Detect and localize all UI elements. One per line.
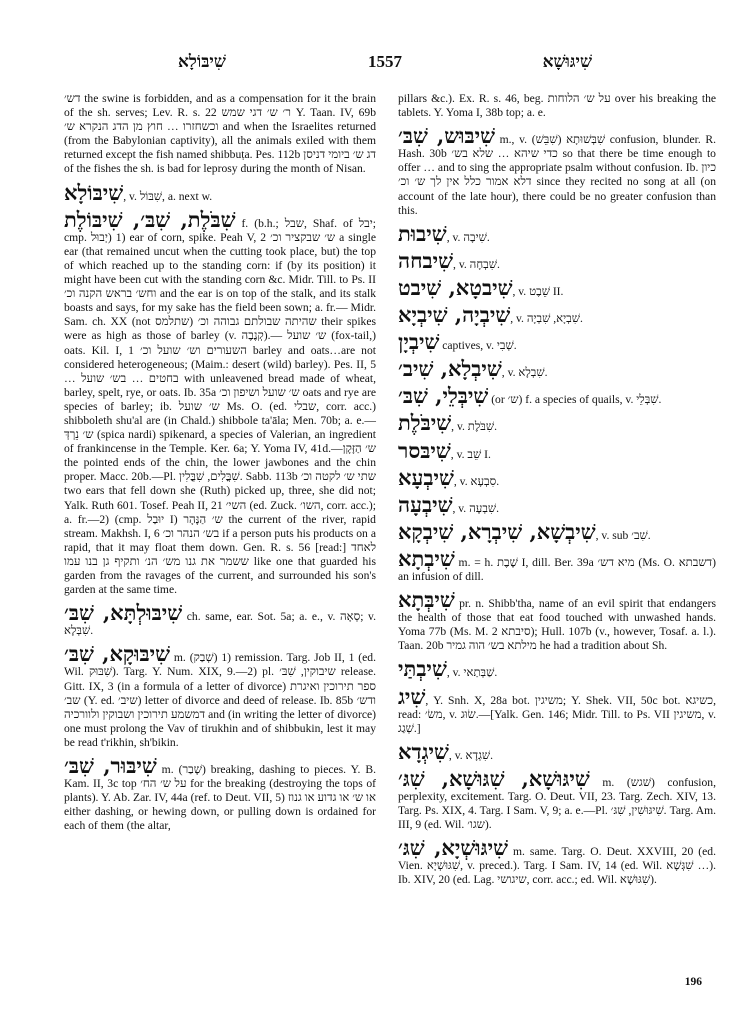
- running-header: [58, 50, 712, 78]
- dictionary-entry: [398, 385, 716, 407]
- right-continuation: pillars &c.). Ex. R. s. 46, beg. על ש׳ הלוחות over his breaking the tablets. Y. Yoma I, 38b top; a. e.: [398, 92, 717, 120]
- entry-definition: m. same. Targ. O. Deut. XXVIII, 20 (ed. Vien. שִׁגּוּשְׁיָא, v. preced.). Targ. I Sam. IV, 14 (ed. Wil. שִׁגְּשָׁא …). Ib. XIV, 20 (ed. Lag. שיגושי, corr. acc.; ed. Wil. שִׁגּוּשָׁא).: [398, 845, 717, 887]
- dictionary-entry: [398, 683, 716, 736]
- entry-definition: , v. שִׁיבָה.: [446, 230, 490, 244]
- dictionary-entry: [398, 247, 716, 273]
- dictionary-entry: [398, 412, 716, 434]
- entry-lemma: שִׁיבְעָא: [398, 464, 454, 490]
- entry-definition: , v. סִבְעָא.: [453, 474, 500, 488]
- entry-paragraph: [398, 658, 716, 680]
- entry-lemma: שִׁבֹּלֶת, שִׁבּ׳, שִׁיבּוֹלֶת: [64, 206, 236, 232]
- entry-definition: f. (b.h.; שבל, Shaf. of יבל; cmp. יְבוּל) 1) ear of corn, spike. Peah V, 2 ש׳ שבקציר וכ׳ a single ear (that remained uncut when the cutting took place, but) the top of which reached up to the standing corn: if (by its position) it might have been cut with the standing corn &c. Midr. Till. to Ps. II וחש׳ בראש הקנה וכ׳ and the ear is on top of the stalk, and its stalk boasts and says, for my sake has the field been sown; a. fr.— Midr. Sam. ch. XX (not שתלמס) שהיתה שבולתם גבוהה וכ׳ their spikes were as high as those of barley (v. קְנֶבֶה).— ש׳ שועל (fox-tail,) oats. Kil. I, 1 השעורים וש׳ שועל וכ׳ barley and oats…are not considered heterogeneous; (Maim.: desert (wild) barley). Pes. II, 5 … בחטים … בש׳ שועל with unleavened bread made of wheat, barley, spelt, rye, or oats. Ib. 35a ש׳ שועל ושיפון וכ׳ oats and rye are species of barley; ib. ש׳ שועל Ms. O. (ed. שבלי, corr. acc.) shibboleth shu'al are (in Chald.) shibbole ta'āla; Men. 70b; a. e.— ש׳ נֵרְדְּ (spica nardi) spikenard, a species of Valerian, an ingredient of frankincense in the Temple. Ker. 6a; Y. Yoma IV, 41d.—ש׳ הַזָּקָן the pointed ends of the chin, the lower jawbones and the chin proper. Macc. 20b.—Pl. שִׁבֳּלִים, שִׁבֳּלִין. Sabb. 113b שתי ש׳ לקטה וכ׳ two ears that fell down she (Ruth) picked up, three, she did not; Yalk. Ruth 601. Tosef. Peah II, 21 השי׳ (ed. Zuck. השו׳, corr. acc.); a. fr.—2) (cmp. יוּבַל I) ש׳ הַנָּהָר the current of the river, rapid stream. Makhsh. I, 6 בש׳ הנהר וכ׳ if a person puts his products on a rapid, that it may float them down. Gen. R. s. 56 [read:] לאחד ששמר את גנו מש׳ הנ׳ ותקיף גן בנו עמו like one that guarded his garden from the ravages of the current, and surrounded his son's garden at the same time.: [64, 216, 377, 597]
- entry-paragraph: [398, 683, 716, 736]
- signature-mark: 196: [684, 976, 702, 988]
- dictionary-entry: [64, 755, 376, 833]
- dictionary-entry: [64, 602, 376, 638]
- dictionary-entry: [398, 738, 716, 764]
- entry-lemma: שִׁיבְתָא: [398, 545, 455, 571]
- dictionary-entry: [398, 518, 716, 544]
- entry-definition: , v. שִׁבְעָה.: [452, 501, 500, 515]
- entry-paragraph: [398, 274, 716, 300]
- entry-definition: , v. שֵׁבֶט II.: [512, 284, 564, 298]
- dictionary-entry: [398, 765, 717, 832]
- entry-definition: ch. same, ear. Sot. 5a; a. e., v. סְאָה; v. שִׁבְּלָא.: [64, 610, 376, 638]
- header-left-word: שִׁיבּוֹלָא: [178, 52, 226, 72]
- entry-paragraph: [64, 206, 377, 598]
- entry-definition: , v. שִׁגְדָא.: [448, 748, 494, 762]
- entry-lemma: שִׁיבְּלֵי, שִׁבּ׳: [398, 383, 489, 409]
- entry-lemma: שִׁיבּסר: [398, 437, 451, 463]
- entry-paragraph: [64, 643, 376, 750]
- entry-paragraph: [398, 125, 716, 218]
- entry-lemma: שִׁיבוּת: [398, 220, 447, 246]
- entry-definition: , Y. Snh. X, 28a bot. משיגין; Y. Shek. VII, 50c bot. כשיגא, read: משׂ׳, v. שׂוּג.—[Yalk. Gen. 146; Midr. Till. to Ps. VII משיגין, v. שְׁגַג.]: [398, 693, 716, 735]
- entry-paragraph: [64, 755, 376, 833]
- entry-paragraph: [398, 589, 716, 653]
- dictionary-entry: [398, 491, 716, 517]
- entry-definition: , v. שַׁבְּתַאי.: [446, 666, 498, 680]
- entry-paragraph: [398, 837, 716, 887]
- entry-paragraph: [398, 304, 716, 326]
- dictionary-entry: [64, 643, 376, 750]
- entry-definition: m. (שְׁבַק) 1) remission. Targ. Job II, 1 (ed. Wil. שִׁבּוּק). Targ. Y. Num. XIX, 9.—2) pl. שיבוקין, שִׁבּ׳ release. Gitt. IX, 3 (in a formula of a letter of divorce) ספר תירוכין ואיגרת שב׳ (Y. ed. שיב׳) letter of divorce and deed of release. Ib. 85b ודש׳ דמשמע תירוכין ושבוקין ולוורכיה and (in writing the letter of divorce) one must prolong the Vav of tirukhin and of shibbukin, lest it may be read t'rikhin, sh'bikin.: [64, 651, 377, 749]
- entry-definition: , v. שֵׁב I.: [450, 447, 491, 461]
- dictionary-entry: [398, 837, 716, 887]
- page-number: 1557: [368, 52, 402, 71]
- dictionary-entry: [398, 464, 716, 490]
- entry-paragraph: [398, 464, 716, 490]
- entry-definition: , v. שִׁבֹּלֶת.: [451, 420, 497, 434]
- entry-lemma: שִׁיבטָא, שִׁיבט: [398, 274, 513, 300]
- dictionary-entry: [398, 545, 716, 584]
- left-column: [64, 92, 376, 839]
- entry-paragraph: [398, 518, 716, 544]
- entry-definition: captives, v. שְׁבִי.: [439, 339, 517, 353]
- entry-paragraph: [398, 738, 716, 764]
- dictionary-entry: [398, 358, 716, 380]
- entry-lemma: שִׁיבְעָה: [398, 491, 453, 517]
- entry-definition: m., v. שִׁבְּשׁוּתָא (שִׁבֵּשׁ) confusion, blunder. R. Hash. 30b כדי שיהא … שלא בש׳ so that there be time enough to offer … and to sing the appropriate psalm without confusion. Ib. כיון דלא אמור כלל אין לך ש׳ וכ׳ since they recited no song at all (on account of the late hour), there could be no greater confusion than this.: [398, 133, 717, 217]
- entry-lemma: שִׁיבּוּש, שִׁבּ׳: [398, 123, 495, 149]
- entry-lemma: שִׁיבּוּר, שִׁבּ׳: [64, 753, 157, 779]
- entry-definition: (or ש׳) f. a species of quails, v. שִׁבְּלֵי.: [488, 393, 662, 407]
- entry-paragraph: [398, 491, 716, 517]
- entry-definition: , v. sub שִׁב׳.: [595, 528, 651, 542]
- entry-paragraph: [398, 247, 716, 273]
- entry-definition: , v. שִׁבְחָה.: [453, 257, 500, 271]
- dictionary-entry: [64, 206, 377, 598]
- dictionary-entry: [398, 658, 716, 680]
- entry-lemma: שִׁיגּוּשָׁא, שִׁגּוּשָׁא, שִׁגּ׳: [398, 765, 590, 791]
- entry-paragraph: [64, 179, 376, 205]
- entry-lemma: שִׁיבְיָן: [398, 329, 440, 355]
- entry-paragraph: [398, 220, 716, 246]
- entry-definition: , v. שִׁבּוֹל, a. next w.: [123, 189, 213, 203]
- entry-paragraph: [398, 331, 716, 353]
- header-right-word: שִׁיגּוּשָׁא: [542, 52, 592, 72]
- entry-lemma: שִׁיגּוּשְׁיָא, שִׁגּ׳: [398, 835, 508, 861]
- entry-definition: , v. שִׁבְיָא, שִׁבְיָה.: [510, 312, 583, 326]
- entry-lemma: שִׁיבְלָא, שִׁיב׳: [398, 356, 502, 382]
- entry-lemma: שִׁיבּוֹלָא: [64, 179, 124, 205]
- entry-lemma: שִׁיבְשָׁא, שִׁיבְרָא, שִׁיבְקָא: [398, 518, 596, 544]
- dictionary-entry: [398, 437, 716, 463]
- entry-lemma: שִׁיג: [398, 683, 426, 709]
- right-column: [398, 92, 716, 893]
- entry-paragraph: [398, 545, 716, 584]
- entry-paragraph: [398, 385, 716, 407]
- dictionary-entry: [398, 125, 716, 218]
- entry-definition: m. = h. שֶׁבֶת I, dill. Ber. 39a מיא דש׳ (Ms. O. דשבתא) an infusion of dill.: [398, 555, 716, 583]
- entry-lemma: שִׁיבְיָה, שִׁיבְיָא: [398, 302, 511, 328]
- dictionary-entry: [398, 220, 716, 246]
- entry-lemma: שִׁיבחה: [398, 247, 454, 273]
- entry-paragraph: [398, 437, 716, 463]
- entry-paragraph: [398, 412, 716, 434]
- dictionary-entry: [398, 274, 716, 300]
- entry-paragraph: [398, 765, 717, 832]
- entry-lemma: שִׁיגְדָא: [398, 738, 449, 764]
- entry-lemma: שִׁיבּוּקָא, שִׁבּ׳: [64, 641, 171, 667]
- entry-paragraph: [64, 602, 376, 638]
- entry-definition: pr. n. Shibb'tha, name of an evil spirit that endangers the health of those that eat food touched with unwashed hands. Yoma 77b (Ms. M. 2 סיבתא); Hull. 107b (v., however, Tosaf. a. l.). Taan. 20b מילתא בש׳ הוה גמיר he had a tradition about Sh.: [398, 597, 716, 653]
- dictionary-entry: [64, 179, 376, 205]
- entry-definition: m. (שׁגש) confusion, perplexity, excitement. Targ. O. Deut. VII, 23. Targ. Zech. XIV, 13. Targ. Ps. XIX, 4. Targ. I Sam. V, 9; a. e.—Pl. שִׁיגּוּשִׁין, שִׁגּ׳. Targ. Am. III, 9 (ed. Wil. שגו׳).: [398, 775, 717, 832]
- entry-lemma: שִׁיבֹּלֶת: [398, 410, 452, 436]
- dictionary-entry: [398, 304, 716, 326]
- entry-lemma: שִׁיבְתַּי: [398, 656, 447, 682]
- dictionary-entry: [398, 589, 716, 653]
- entry-definition: , v. שִׁבְלָא.: [501, 366, 548, 380]
- entry-lemma: שִׁיבּוּלְתָּא, שִׁבּ׳: [64, 600, 183, 626]
- left-continuation: דש׳ the swine is forbidden, and as a compensation for it the brain of the sh. serves; Lev. R. s. 22 ר׳ ש׳ דגי שמש Y. Taan. IV, 69b וכשחזרו … חוץ מן הדג הנקרא ש׳ and when the Israelites returned (from the Babylonian captivity), all the animals exiled with them returned except the fish named shibbuṭa. Pes. 112b דג ש׳ ביומי דניסן of the fishes the sh. is bad for leprosy during the month of Nisan.: [64, 92, 377, 176]
- dictionary-entry: [398, 331, 716, 353]
- entry-paragraph: [398, 358, 716, 380]
- entry-lemma: שִׁיבְּתָא: [398, 587, 455, 613]
- entry-definition: m. (שָׁבַר) breaking, dashing to pieces. Y. B. Kam. II, 3c top על ש׳ הח׳ for the breaking (destroying the tops of plants). Y. Ab. Zar. IV, 44a (ref. to Deut. VII, 5) או ש׳ או גדוע או גנוז either dashing, or hewing down, or pulling down is ordained for each of them (the altar,: [64, 763, 376, 833]
